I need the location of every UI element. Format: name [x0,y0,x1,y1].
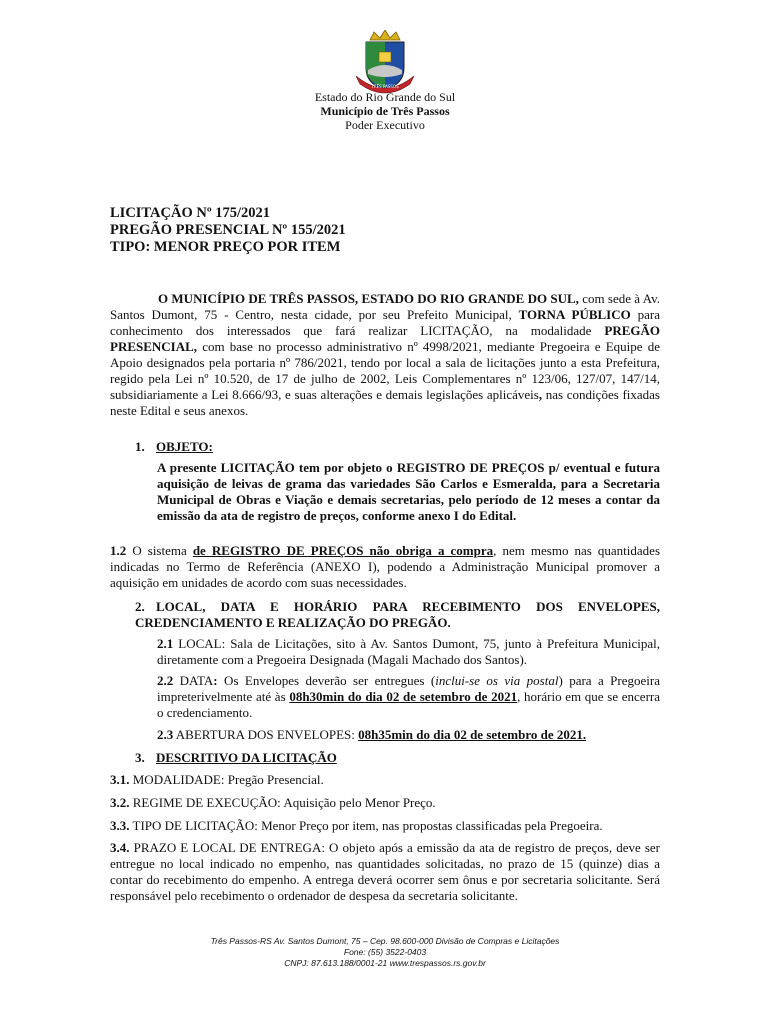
header-branch: Poder Executivo [345,118,425,132]
section-3-2-number: 3.2. [110,795,130,810]
intro-text-2: para conhecimento dos interessados que fará realizar LICITAÇÃO, na modalidade [110,307,661,338]
section-1-2-emphasis: de REGISTRO DE PREÇOS não obriga a compra [192,543,494,558]
footer-address: Três Passos-RS Av. Santos Dumont, 75 – Cep. 98.600-000 Divisão de Compras e Licitações [210,936,560,946]
section-3-2 [110,795,660,811]
section-3-4-number: 3.4. [110,840,130,855]
section-3-1-text: MODALIDADE: Pregão Presencial. [129,772,324,787]
section-2-3 [157,727,660,743]
section-2-2-number: 2.2 [157,673,174,688]
section-3-heading [135,750,337,766]
header-state: Estado do Rio Grande do Sul [314,90,456,104]
intro-comma: , [538,387,543,402]
section-2-2-text-f: , horário em que se encerra o credenciamento. [157,689,661,720]
section-1-title: OBJETO: [156,439,213,454]
page-footer [0,936,770,969]
section-2-3-datetime: 08h35min do dia 02 de setembro de 2021. [358,727,587,742]
intro-paragraph [110,291,660,419]
section-2-2-italic: inclui-se os via postal [435,673,559,688]
intro-bold-pregao: PREGÃO PRESENCIAL, [110,323,660,354]
section-2-2-label: DATA [173,673,214,688]
intro-text-3: com base no processo administrativo nº 4998/2021, mediante Pregoeira e Equipe de Apoio designados pela portaria nº 786/2021, tendo por local a sala de licitações junto a esta Prefeitura, regido pela Lei nº 10.520, de 17 de julho de 2002, Leis Complementares nº 123/06, 127/07, 147/14, subsidiariamente a Lei 8.666/93, e suas alterações e demais legislações aplicáveis [110,339,660,402]
footer-cnpj-website: CNPJ: 87.613.188/0001-21 www.trespassos.rs.gov.br [284,958,486,968]
footer-phone: Fone: (55) 3522-0403 [343,947,427,957]
intro-text-4: nas condições fixadas neste Edital e seus anexos. [110,387,660,418]
title-line-3: TIPO: MENOR PREÇO POR ITEM [110,239,341,255]
section-2-1-text: LOCAL: Sala de Licitações, sito à Av. Santos Dumont, 75, junto à Prefeitura Municipal, diretamente com a Pregoeira Designada (Magali Machado dos Santos). [157,636,660,667]
section-3-1 [110,772,660,788]
section-3-2-text: REGIME DE EXECUÇÃO: Aquisição pelo Menor Preço. [129,795,436,810]
intro-bold-torna: TORNA PÚBLICO [518,307,631,322]
document-header [0,90,770,132]
section-2-1 [157,636,660,668]
intro-bold-entity: O MUNICÍPIO DE TRÊS PASSOS, ESTADO DO RIO GRANDE DO SUL, [158,291,579,306]
section-2-2-text-b: Os Envelopes deverão ser entregues ( [217,673,436,688]
section-3-number: 3. [135,750,145,765]
title-line-2: PREGÃO PRESENCIAL Nº 155/2021 [110,222,346,238]
section-3-4-text: PRAZO E LOCAL DE ENTREGA: O objeto após a emissão da ata de registro de preços, deve ser entregue no local indicado no empenho, nas quantidades solicitadas, no prazo de 15 (quinze) dias a contar do recebimento do empenho. A entrega deverá ocorrer sem ônus e por secretaria solicitante. Será responsável pelo recebimento o ordenador de despesa da secretaria solicitante. [110,840,660,903]
section-2-3-number: 2.3 [157,727,174,742]
section-2-2 [157,673,660,721]
section-3-3-text: TIPO DE LICITAÇÃO: Menor Preço por item, nas propostas classificadas pela Pregoeira. [129,818,603,833]
section-1-text: A presente LICITAÇÃO tem por objeto o REGISTRO DE PREÇOS p/ eventual e futura aquisição de leivas de grama das variedades São Carlos e Esmeralda, para a Secretaria Municipal de Obras e Viação e demais secretarias, pelo período de 12 meses a contar da emissão da ata de registro de preços, conforme anexo I do Edital. [157,460,660,523]
section-1-heading [135,439,213,455]
section-2-2-text-d: ) para a Pregoeira impreterivelmente até às [157,673,660,704]
title-line-1: LICITAÇÃO Nº 175/2021 [110,205,271,221]
section-2-2-colon: : [213,673,218,688]
crest-banner-text: TRÊS PASSOS [371,84,399,89]
section-2-1-number: 2.1 [157,636,174,651]
header-municipality: Município de Três Passos [320,104,450,118]
section-3-1-number: 3.1. [110,772,130,787]
section-2-3-label: ABERTURA DOS ENVELOPES: [173,727,359,742]
coat-of-arms-logo [352,30,418,96]
section-2-2-deadline: 08h30min do dia 02 de setembro de 2021 [289,689,518,704]
section-1-2-number: 1.2 [110,543,127,558]
section-1-2 [110,543,660,591]
intro-text-1: com sede à Av. Santos Dumont, 75 - Centro, nesta cidade, por seu Prefeito Municipal, [110,291,660,322]
section-1-number: 1. [135,439,145,454]
section-1-2-text-a: O sistema [126,543,193,558]
section-2-number: 2. [135,599,145,614]
section-2-heading [135,599,660,631]
document-title [110,205,346,256]
section-3-title: DESCRITIVO DA LICITAÇÃO [156,750,337,765]
section-3-3 [110,818,660,834]
section-2-title: LOCAL, DATA E HORÁRIO PARA RECEBIMENTO DOS ENVELOPES, CREDENCIAMENTO E REALIZAÇÃO DO PREGÃO. [135,599,660,630]
section-1-2-text-c: , nem mesmo nas quantidades indicadas no Termo de Referência (ANEXO I), podendo a Administração Municipal promover a aquisição em unidades de acordo com suas necessidades. [110,543,660,590]
section-3-3-number: 3.3. [110,818,130,833]
section-3-4 [110,840,660,904]
